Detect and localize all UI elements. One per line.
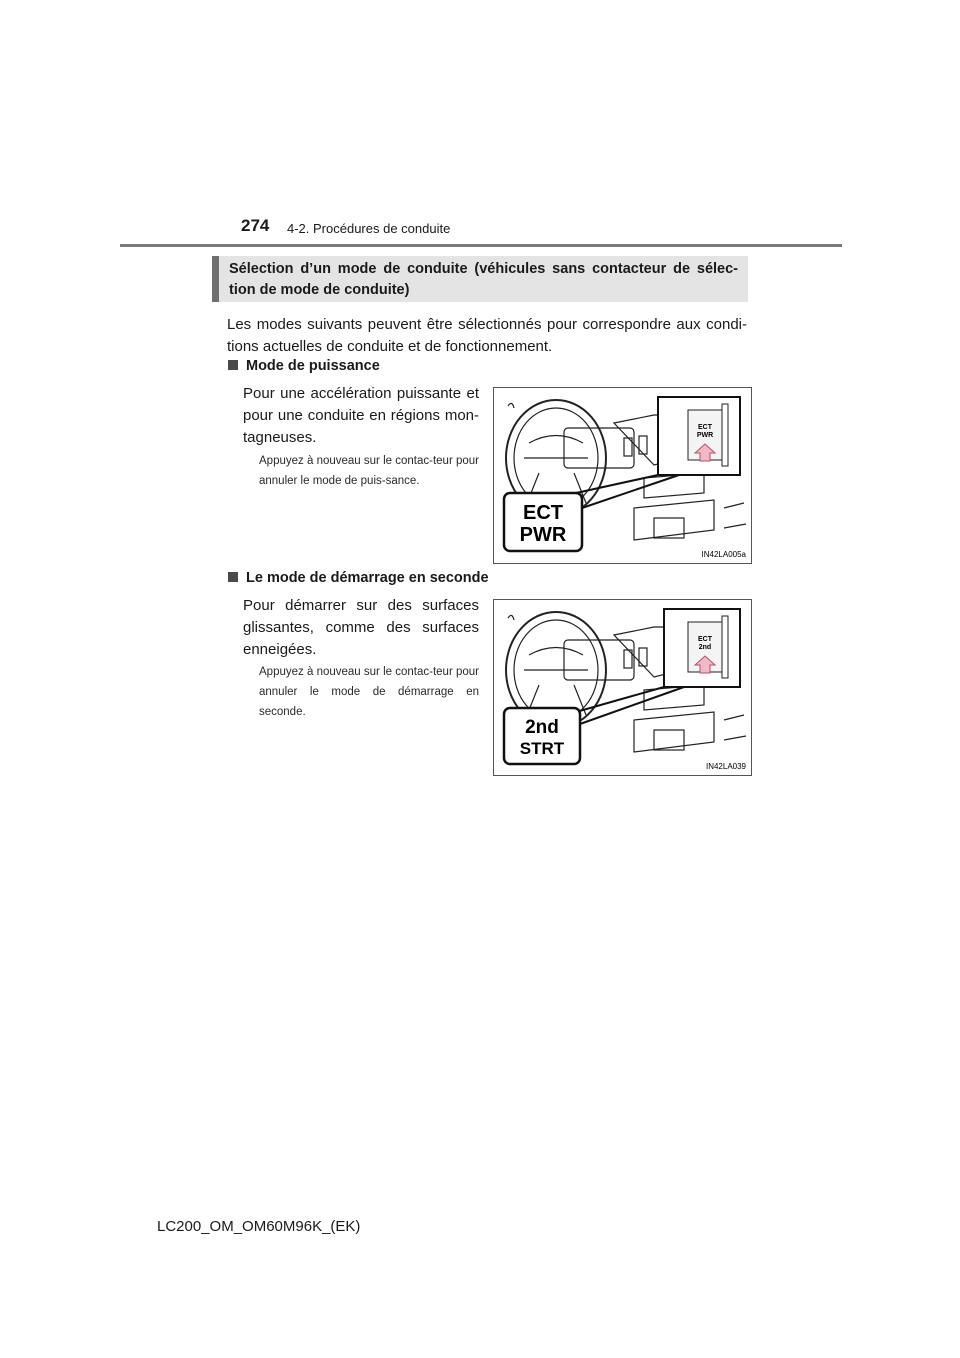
callout-label-top: 2nd <box>525 717 559 738</box>
intro-paragraph: Les modes suivants peuvent être sélectionnés pour correspondre aux condi-tions actuelles de conduite et de fonctionnement. <box>227 316 747 355</box>
header-divider <box>120 244 842 247</box>
figure-ect-pwr <box>493 387 752 564</box>
section-heading-label: Le mode de démarrage en seconde <box>246 570 489 586</box>
section-note: Appuyez à nouveau sur le contac-teur pour annuler le mode de puis-sance. <box>259 455 479 487</box>
section-heading-label: Mode de puissance <box>246 358 380 374</box>
section-body: Pour démarrer sur des surfaces glissantes, comme des surfaces enneigées. <box>243 597 479 658</box>
square-bullet-icon <box>228 572 238 582</box>
section-heading-power-mode <box>226 358 380 374</box>
figure-code: IN42LA005a <box>701 550 746 559</box>
switch-label-top: ECT <box>698 424 712 431</box>
figure-2nd-start <box>493 599 752 776</box>
page-number: 274 <box>241 216 270 235</box>
figure-code: IN42LA039 <box>705 762 746 771</box>
switch-label-top: ECT <box>698 636 712 643</box>
section-note: Appuyez à nouveau sur le contac-teur pour annuler le mode de démarrage en seconde. <box>259 666 479 718</box>
switch-label-bottom: 2nd <box>698 644 712 651</box>
section-title: 4-2. Procédures de conduite <box>287 221 451 236</box>
square-bullet-icon <box>228 360 238 370</box>
callout-label-top: ECT <box>523 502 563 524</box>
callout-label-bottom: PWR <box>519 524 567 546</box>
section-body: Pour une accélération puissante et pour une conduite en régions mon-tagneuses. <box>243 385 479 446</box>
switch-label-bottom: PWR <box>696 432 714 439</box>
callout-label-bottom: STRT <box>519 739 565 758</box>
section-heading-second-start <box>226 570 489 586</box>
page-title: Sélection d’un mode de conduite (véhicules sans contacteur de sélec-tion de mode de conduite) <box>212 256 748 302</box>
footer-doc-code: LC200_OM_OM60M96K_(EK) <box>157 1218 361 1235</box>
